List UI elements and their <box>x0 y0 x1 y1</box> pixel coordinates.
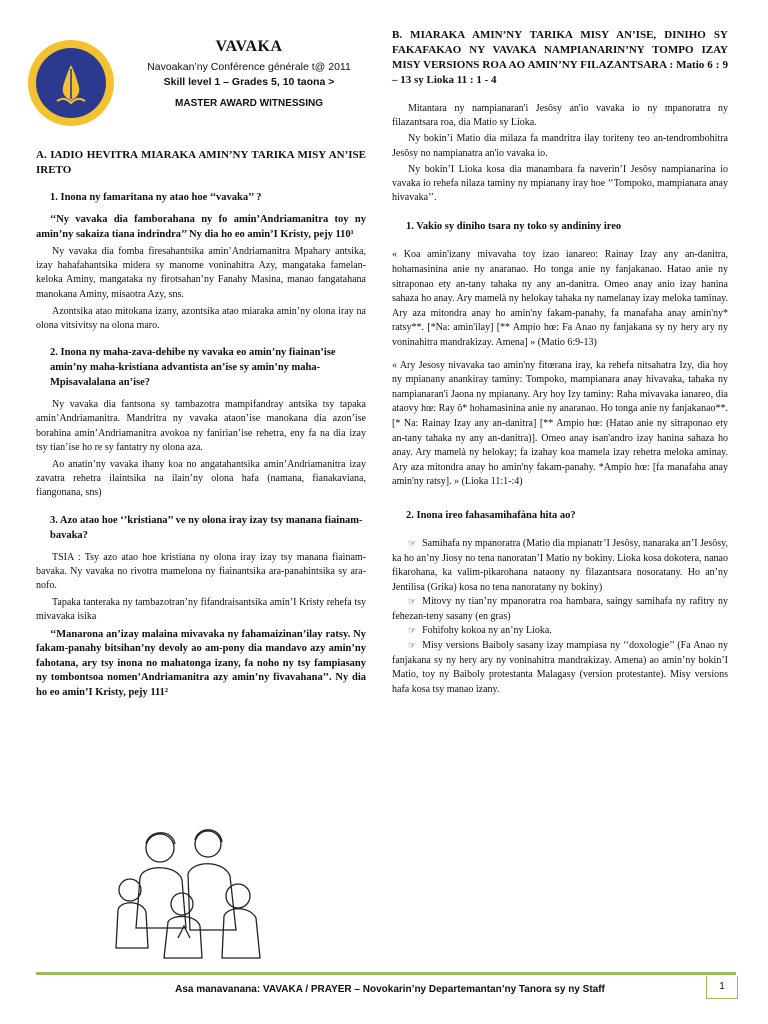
header-text <box>124 38 374 109</box>
praying-hands-icon <box>51 61 91 105</box>
luke-passage: « Ary Jesosy nivavaka tao amin'ny fitœrana iray, ka rehefa nitsahatra Izy, dia hoy ny mpianany anankiray taminy: Tompoko, mampianara anay hivavaka, tahaka ny nampianaran'i Jaona ny mpianany. Ary hoy Izy taminy: Raha mivavaka ianareo, dia ataovy hœ: Ray ô* hohamasinina anie ny anaranao. Ho tonga anie ny fanjakanao**. [* Na: Rainay Izay any an-danitra] [** Ampio hœ: (Hatao anie ny sitraponao ety an-tany tahaka ny any an-danitra)]. Omeo anay isan'andro izay hanina sahaza ho anay. Ary mamelà ny helokay; fa izahay koa mamela izay rehetra meloka aminay. Ary aza mitondra anay ho amin'ny fakam-panahy. *Ampio hœ: [fa manafaha anay amin'ny ratsy]. » (Lioka 11:1-:4) <box>392 359 729 488</box>
paragraph-b-1: Mitantara ny nampianaran'i Jesôsy an'io vavaka io ny mpanoratra ny filazantsara roa, dia Matio sy Lioka. <box>392 103 728 129</box>
section-a-title: A. IADIO HEVITRA MIARAKA AMIN’NY TARIKA MISY AN’ISE IRETO <box>36 149 366 176</box>
paragraph-a3-1: TSIA : Tsy azo atao hoe kristiana ny olona iray izay tsy manana fiainam-bavaka. Ny vavaka no rivotra mamelona ny fiainantsika ara-panahintsika sy ara-nofo. <box>36 551 366 592</box>
header-subtitle: Navoakan’ny Conférence générale t@ 2011 <box>147 61 351 73</box>
pointing-hand-icon: ☞ <box>408 641 417 652</box>
document-title: VAVAKA <box>215 38 283 55</box>
pointing-hand-icon: ☞ <box>408 626 417 637</box>
difference-item: ☞ Mitovy ny tian’ny mpanoratra roa hambara, saingy samihafa ny rafitry ny fehezan-teny sasany (en gras) <box>392 596 728 622</box>
footer-text: Asa manavanana: VAVAKA / PRAYER – Novokarin’ny Departemantan’ny Tanora sy ny Staff <box>175 984 605 995</box>
skill-level: Skill level 1 – Grades 5, 10 taona > <box>163 76 335 88</box>
pointing-hand-icon: ☞ <box>408 597 417 608</box>
pointing-hand-icon: ☞ <box>408 538 417 549</box>
question-a3-title: 3. Azo atao hoe ‘’kristiana’’ ve ny olona iray izay tsy manana fiainam-bavaka? <box>50 514 363 541</box>
quote-a3: ‘‘Manarona an’izay malaina mivavaka ny fahamaizinan’ilay ratsy. Ny fakam-panahy bitsihan’ny devoly ao am-pony dia mandavo azy amin’ny fahotana, ary tsy inona no mahatonga izany, fa noho ny tsy fampiasany ny tombontsoa nomen’Andriamanitra azy amin’ny fivavahana’’. Ny dia ho eo amin’I Kristy, pejy 111² <box>36 628 366 698</box>
difference-item: ☞ Misy versions Baiboly sasany izay mampiasa ny ‘‘doxologie’’ (Fa Anao ny fanjakana sy ny hery ary ny voninahitra mandrakizay. Amena) ao amin’ny bokin’I Matio, toy ny Baiboly protestanta Malagasy (version protestante). Misy versions hafa kosa tsy manao izany. <box>392 640 728 695</box>
document-header <box>36 28 366 138</box>
section-b-title: B. MIARAKA AMIN’NY TARIKA MISY AN’ISE, DINIHO SY FAKAFAKAO NY VAVAKA NAMPIANARIN’NY TOMPO IZAY MISY VERSIONS ROA AO AMIN’NY FILAZANTSARA : Matio 6 : 9 – 13 sy Lioka 11 : 1 - 4 <box>392 29 728 86</box>
conference-logo <box>28 40 114 126</box>
question-b2-title: 2. Inona ireo fahasamihafàna hita ao? <box>406 509 576 521</box>
right-column <box>392 28 728 697</box>
question-b1-title: 1. Vakio sy diniho tsara ny toko sy andininy ireo <box>406 221 622 233</box>
award-name: MASTER AWARD WITNESSING <box>175 98 323 109</box>
family-praying-illustration <box>100 818 270 968</box>
paragraph-b-3: Ny bokin’I Lioka kosa dia manambara fa naverin’I Jesôsy nampianarina io vavaka io rehefa nilaza taminy ny mpianany iray hoe ‘‘Tompoko, mampianara anay hivavaka’’. <box>392 163 728 204</box>
paragraph-a3-2: Tapaka tanteraka ny tambazotran’ny fifandraisantsika amin’I Kristy rehefa tsy mivavaka isika <box>36 597 366 623</box>
paragraph-a1-2: Azontsika atao mitokana izany, azontsika atao miaraka amin’ny olona iray na olona vitsivitsy na olona maro. <box>36 305 366 332</box>
paragraph-b-2: Ny bokin’i Matio dia milaza fa mandritra ilay toriteny teo an-tendrombohitra Jesôsy no nampianatra an'io vavaka io. <box>392 133 728 159</box>
question-a1-title: 1. Inona ny famaritana ny atao hoe ‘‘vavaka’’ ? <box>50 192 262 203</box>
footer-divider <box>36 972 736 975</box>
paragraph-a2-2: Ao anatin’ny vavaka ihany koa no angatahantsika amin’Andriamanitra izay zavatra rehetra ilaintsika na ilain’ny olona hafa (namana, fianakaviana, fiangonana, sns) <box>36 459 366 499</box>
page-number: 1 <box>706 976 738 999</box>
question-a2-title: 2. Inona ny maha-zava-dehibe ny vavaka eo amin’ny fiainan’ise amin’ny maha-kristiana advantista an’ise sy amin’ny maha-Mpisavalalana an’ise? <box>50 347 336 389</box>
matthew-passage: « Koa amin'izany mivavaha toy izao ianareo: Rainay Izay any an-danitra, hohamasinina anie ny anaranao. Ho tonga anie ny fanjakanao. Hatao anie ny sitraponao ety an-tany tahaka ny any an-danitra. Omeo anay anio izay hanina sahaza ho anay. Ary mamelà ny helokay tahaka ny namelanay izay meloka taminay. Ary aza mitondra anay ho amin'ny fakam-panahy, fa manafaha anay amin'ny* ratsy**. [*Na: amin'ilay] [** Ampio hœ: Fa Anao ny fanjakana sy ny hery ary ny voninahitra mandrakizay. Amena] » (Matio 6:9-13) <box>392 249 728 348</box>
paragraph-a2-1: Ny vavaka dia fantsona sy tambazotra mampifandray antsika tsy tapaka amin’Andriamanitra. Mandritra ny vavaka ataon’ise manokana dia azon’ise borahina amin’Andriamanitra avokoa ny fanirian’ise rehetra, eny fa na dia izay tsy tian’ise ho re sy fantatry ny olona aza. <box>36 399 366 453</box>
difference-item: ☞ Fohifohy kokoa ny an’ny Lioka. <box>408 625 552 637</box>
quote-a1: ‘‘Ny vavaka dia famborahana ny fo amin’Andriamanitra toy ny amin’ny sakaiza tiana indrindra’’ Ny dia ho eo amin’I Kristy, pejy 110¹ <box>36 214 366 240</box>
difference-item: ☞ Samihafa ny mpanoratra (Matio dia mpianatr’I Jesôsy, nanaraka an’I Jesôsy, ka ho an’ny Jiosy no tena nanoratan’I Matio ny bokiny. Lioka kosa dokotera, nanao fikarohana, ka valim-pikarohana nataony ny filazantsara nosoratany. Ho an’ny Jentilisa (Grika) kosa no tena nanoratany ny bokiny) <box>392 537 728 593</box>
paragraph-a1-1: Ny vavaka dia fomba firesahantsika amin’Andriamanitra Mpahary antsika, izay hahafahantsika midera sy manome voninahitra Azy, mangataka famelan-keloka Aminy, mangataka ny firotsahan’ny Fanahy Masina, manao fangatahana manokana Aminy, misaotra Azy, sns. <box>36 246 366 300</box>
left-column <box>36 28 366 703</box>
